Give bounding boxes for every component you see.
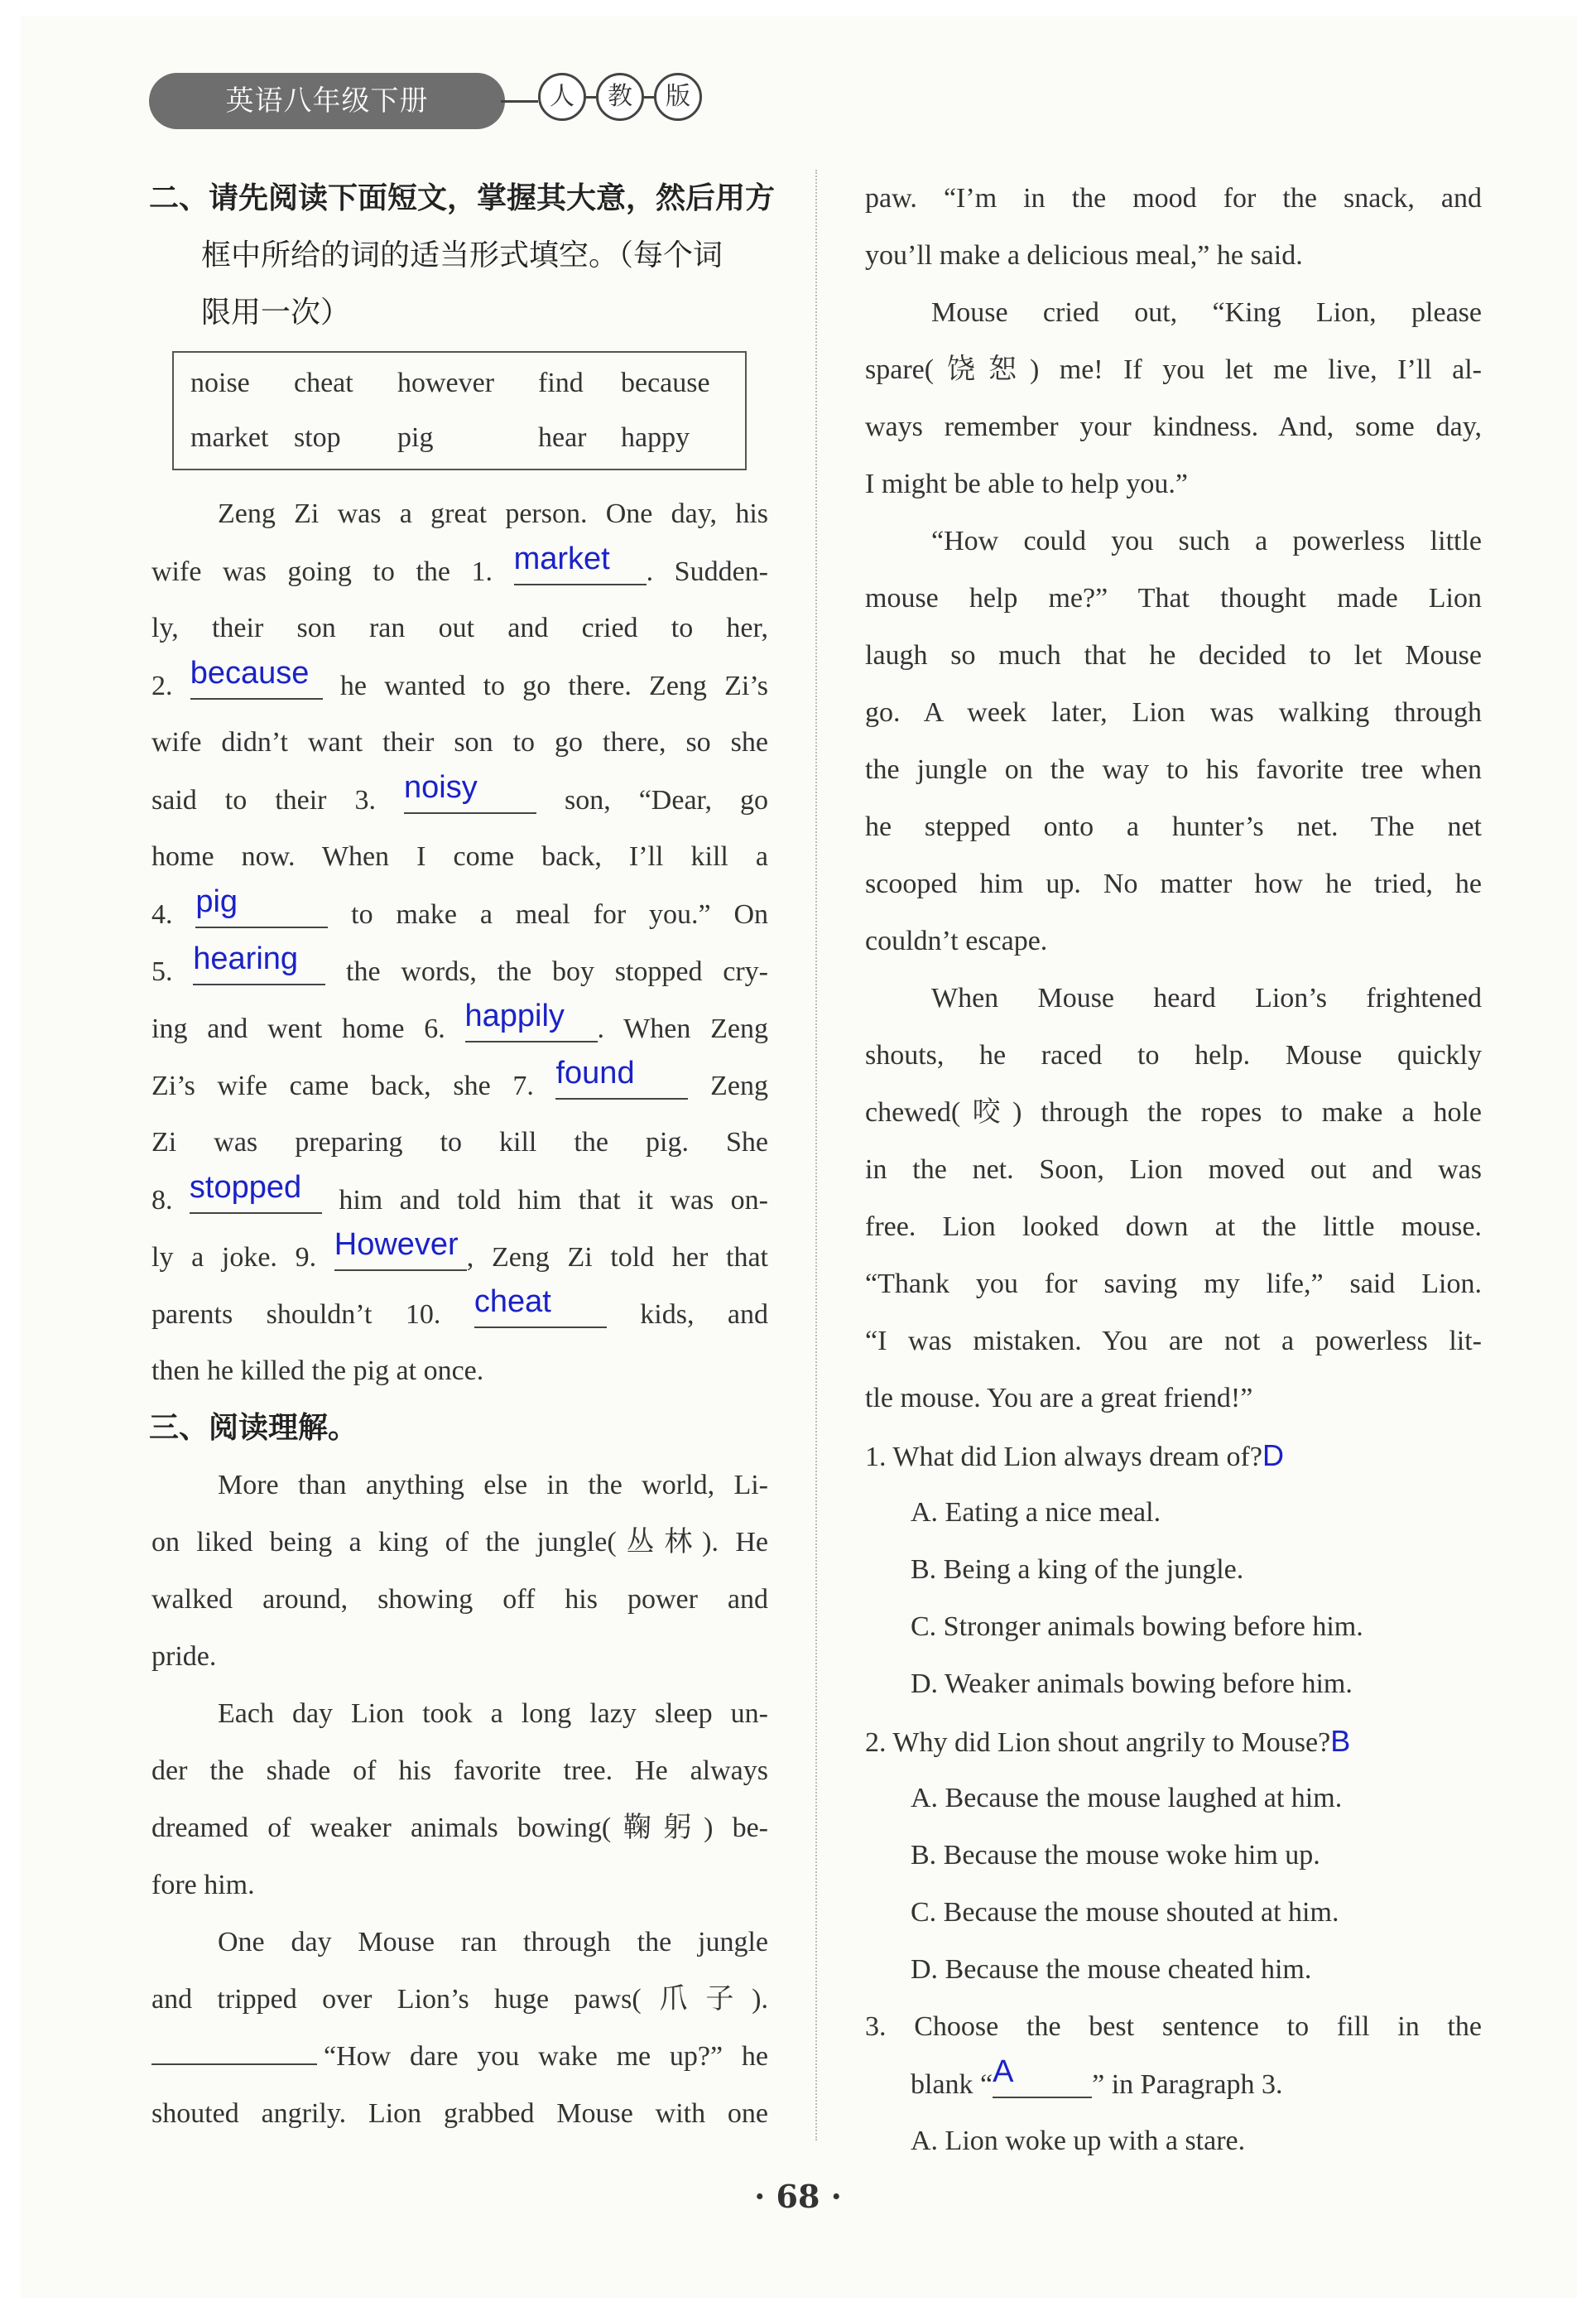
passage-text: kids, and: [606, 1299, 768, 1330]
answer-mark: D: [1262, 1438, 1284, 1472]
passage-text: shouted angrily. Lion grabbed Mouse with one: [151, 2098, 768, 2129]
passage-text: paw. “I’m in the mood for the snack, and: [865, 183, 1482, 214]
passage-text: parents shouldn’t 10.: [151, 1299, 474, 1330]
handwritten-answer: noisy: [404, 770, 478, 805]
passage-line: [865, 1312, 1482, 1370]
passage-text: tle mouse. You are a great friend!”: [865, 1383, 1253, 1413]
passage-text: laugh so much that he decided to let Mouse: [865, 640, 1482, 671]
word-box-item: noise: [190, 368, 250, 398]
passage-text: fore him.: [151, 1870, 255, 1900]
passage-line: [151, 1171, 768, 1228]
passage-line: [151, 599, 768, 657]
section2-title-line: 框中所给的词的适当形式填空。（每个词: [201, 238, 723, 272]
passage-line: [151, 1342, 768, 1399]
passage-text: pride.: [151, 1641, 217, 1672]
passage-text: to make a meal for you.” On: [328, 899, 769, 930]
passage-line: [151, 1057, 768, 1114]
passage-text: the jungle on the way to his favorite tree when: [865, 754, 1482, 785]
section2-title-line: 限用一次）: [201, 296, 351, 330]
passage-text: , Zeng Zi told her that: [466, 1242, 768, 1273]
fill-in-blank: [474, 1285, 607, 1328]
passage-text: I might be able to help you.”: [865, 469, 1188, 499]
fill-in-blank: [555, 1057, 688, 1100]
passage-line: [151, 885, 768, 942]
edition-char: 人: [538, 73, 586, 121]
passage-text: walked around, showing off his power and: [151, 1584, 768, 1615]
edition-char: 教: [596, 73, 644, 121]
passage-text: Zeng Zi was a great person. One day, his: [218, 498, 768, 529]
passage-line: [151, 1685, 768, 1742]
passage-text: and tripped over Lion’s huge paws(爪子).: [151, 1984, 768, 2015]
passage-text: mouse help me?” That thought made Lion: [865, 583, 1482, 614]
passage-text: . Sudden-: [646, 556, 768, 587]
passage-line: [151, 1914, 768, 1971]
handwritten-answer: happily: [464, 999, 565, 1033]
fill-in-blank: [190, 1171, 322, 1214]
word-box-row: [190, 411, 728, 465]
passage-text: . When Zeng: [597, 1014, 768, 1044]
passage-line: [865, 513, 1482, 570]
page-number: · 68 ·: [754, 2178, 842, 2215]
passage-line: [151, 1799, 768, 1856]
passage-text: spare(饶恕) me! If you let me live, I’ll al-: [865, 354, 1482, 385]
question-text: 2. Why did Lion shout angrily to Mouse?: [865, 1727, 1331, 1758]
fill-in-blank: [190, 657, 323, 700]
passage-line: [865, 741, 1482, 798]
passage-text: him and told him that it was on-: [321, 1185, 768, 1216]
word-box-item: happy: [621, 422, 690, 453]
passage-line: [151, 714, 768, 771]
passage-line: [865, 284, 1482, 341]
handwritten-answer: found: [555, 1056, 635, 1091]
handwritten-answer: stopped: [189, 1170, 302, 1205]
word-box-item: market: [190, 422, 269, 453]
passage-text: When Mouse heard Lion’s frightened: [931, 983, 1482, 1014]
passage-text: Mouse cried out, “King Lion, please: [931, 297, 1482, 328]
answer-mark: B: [1330, 1724, 1351, 1758]
edition-char: 版: [654, 73, 702, 121]
passage-text: chewed(咬) through the ropes to make a hole: [865, 1097, 1482, 1128]
word-box-item: find: [538, 368, 584, 398]
passage-text: then he killed the pig at once.: [151, 1355, 484, 1386]
question-1: [865, 1427, 1482, 1712]
passage-line: [865, 341, 1482, 398]
right-column: [865, 170, 1482, 2169]
passage-line: [151, 2085, 768, 2142]
question-text: 1. What did Lion always dream of?: [865, 1442, 1262, 1472]
passage-line: [865, 227, 1482, 284]
passage-line: [151, 999, 768, 1057]
passage-line: [151, 1114, 768, 1171]
passage-text: ing and went home 6.: [151, 1014, 465, 1044]
passage-line: [151, 542, 768, 599]
passage-text: der the shade of his favorite tree. He always: [151, 1755, 768, 1786]
passage-text: he wanted to go there. Zeng Zi’s: [322, 671, 769, 701]
passage-line: [865, 1255, 1482, 1312]
option: D. Weaker animals bowing before him.: [911, 1668, 1353, 1699]
passage-text: Each day Lion took a long lazy sleep un-: [218, 1698, 768, 1729]
passage-text: One day Mouse ran through the jungle: [218, 1927, 768, 1957]
section2-passage: [151, 485, 768, 1399]
left-column: [149, 170, 776, 2142]
fill-in-blank: [193, 942, 325, 985]
fill-in-blank: [334, 1228, 467, 1271]
passage-line: [151, 1971, 768, 2028]
word-box: [172, 351, 747, 470]
word-box-item: hear: [538, 422, 587, 453]
passage-text: Zi was preparing to kill the pig. She: [151, 1127, 768, 1158]
passage-line: [865, 798, 1482, 855]
question-text: 3. Choose the best sentence to fill in the: [865, 2011, 1482, 2042]
banner-connector: [501, 100, 538, 103]
section3-title: 三、阅读理解。: [149, 1411, 358, 1445]
option: D. Because the mouse cheated him.: [911, 1954, 1312, 1985]
passage-text: 5.: [151, 956, 194, 987]
word-box-item: stop: [294, 422, 341, 453]
edition-badge: [538, 73, 702, 121]
passage-line: [865, 1027, 1482, 1084]
passage-line: [865, 684, 1482, 741]
passage-line: [151, 2028, 768, 2085]
section3-passage-right: [865, 170, 1482, 1427]
passage-text: scooped him up. No matter how he tried, he: [865, 869, 1482, 899]
option: A. Because the mouse laughed at him.: [911, 1783, 1343, 1813]
passage-line: [151, 771, 768, 828]
passage-text: in the net. Soon, Lion moved out and was: [865, 1154, 1482, 1185]
passage-text: ly, their son ran out and cried to her,: [151, 613, 768, 643]
passage-text: said to their 3.: [151, 785, 404, 816]
option: A. Lion woke up with a stare.: [911, 2126, 1246, 2156]
passage-text: 4.: [151, 899, 196, 930]
option: C. Stronger animals bowing before him.: [911, 1611, 1363, 1642]
handwritten-answer: cheat: [474, 1284, 551, 1319]
passage-line: [151, 1742, 768, 1799]
passage-line: [151, 1571, 768, 1628]
passage-text: son, “Dear, go: [536, 785, 768, 816]
passage-text: couldn’t escape.: [865, 926, 1048, 956]
option: B. Being a king of the jungle.: [911, 1554, 1244, 1585]
passage-text: Zi’s wife came back, she 7.: [151, 1071, 556, 1101]
fill-in-blank: [465, 999, 598, 1042]
option: B. Because the mouse woke him up.: [911, 1840, 1320, 1871]
question-text-post: ” in Paragraph 3.: [1092, 2069, 1283, 2100]
passage-text: ways remember your kindness. And, some day,: [865, 412, 1482, 442]
book-title-banner: 英语八年级下册: [149, 73, 505, 129]
passage-line: [151, 828, 768, 885]
passage-line: [865, 627, 1482, 684]
passage-text: “How dare you wake me up?” he: [324, 2041, 768, 2072]
passage-text: 8.: [151, 1185, 190, 1216]
word-box-row: [190, 356, 728, 411]
passage-line: [865, 455, 1482, 513]
passage-text: wife didn’t want their son to go there, so she: [151, 727, 768, 758]
passage-text: 2.: [151, 671, 190, 701]
passage-line: [865, 1084, 1482, 1141]
fill-in-blank: [151, 2030, 317, 2065]
question-3: [865, 1998, 1482, 2169]
handwritten-answer: pig: [195, 884, 238, 919]
word-box-item: because: [621, 368, 710, 398]
passage-text: home now. When I come back, I’ll kill a: [151, 841, 768, 872]
passage-line: [151, 1514, 768, 1571]
passage-line: [151, 1457, 768, 1514]
passage-line: [865, 855, 1482, 912]
passage-line: [151, 942, 768, 999]
passage-text: the words, the boy stopped cry-: [325, 956, 769, 987]
column-divider: [815, 170, 817, 2140]
answer-blank: [993, 2055, 1092, 2098]
fill-in-blank: [404, 771, 536, 814]
passage-text: on liked being a king of the jungle(丛林). He: [151, 1527, 768, 1558]
passage-text: you’ll make a delicious meal,” he said.: [865, 240, 1303, 271]
passage-text: dreamed of weaker animals bowing(鞠躬) be-: [151, 1813, 768, 1843]
handwritten-answer: market: [513, 542, 610, 576]
passage-text: shouts, he raced to help. Mouse quickly: [865, 1040, 1482, 1071]
passage-line: [151, 657, 768, 714]
word-box-item: however: [397, 368, 495, 398]
passage-line: [151, 485, 768, 542]
passage-text: free. Lion looked down at the little mouse.: [865, 1211, 1482, 1242]
question-2: [865, 1712, 1482, 1998]
passage-text: Zeng: [688, 1071, 769, 1101]
fill-in-blank: [195, 885, 328, 928]
option: A. Eating a nice meal.: [911, 1497, 1161, 1528]
passage-line: [865, 1141, 1482, 1198]
passage-text: “How could you such a powerless little: [931, 526, 1482, 556]
passage-line: [865, 970, 1482, 1027]
passage-text: “Thank you for saving my life,” said Lion.: [865, 1269, 1482, 1299]
passage-line: [865, 912, 1482, 970]
passage-line: [151, 1285, 768, 1342]
passage-text: “I was mistaken. You are not a powerless lit-: [865, 1326, 1482, 1356]
passage-line: [151, 1628, 768, 1685]
word-box-item: pig: [397, 422, 434, 453]
handwritten-answer: A: [993, 2054, 1014, 2089]
section2-title-line: 二、请先阅读下面短文，掌握其大意，然后用方: [149, 181, 776, 215]
passage-line: [151, 1228, 768, 1285]
handwritten-answer: hearing: [193, 941, 299, 976]
passage-line: [865, 170, 1482, 227]
handwritten-answer: because: [190, 656, 310, 691]
section3-passage-left: [151, 1457, 768, 2142]
passage-text: ly a joke. 9.: [151, 1242, 334, 1273]
passage-text: go. A week later, Lion was walking through: [865, 697, 1482, 728]
word-box-item: cheat: [294, 368, 353, 398]
passage-line: [151, 1856, 768, 1914]
option: C. Because the mouse shouted at him.: [911, 1897, 1339, 1928]
passage-line: [865, 1198, 1482, 1255]
question-text-pre: blank “: [911, 2069, 993, 2100]
passage-line: [865, 1370, 1482, 1427]
handwritten-answer: However: [334, 1227, 459, 1262]
passage-text: More than anything else in the world, Li-: [218, 1470, 768, 1500]
passage-line: [865, 570, 1482, 627]
passage-text: wife was going to the 1.: [151, 556, 514, 587]
fill-in-blank: [514, 542, 647, 585]
passage-text: he stepped onto a hunter’s net. The net: [865, 811, 1482, 842]
passage-line: [865, 398, 1482, 455]
